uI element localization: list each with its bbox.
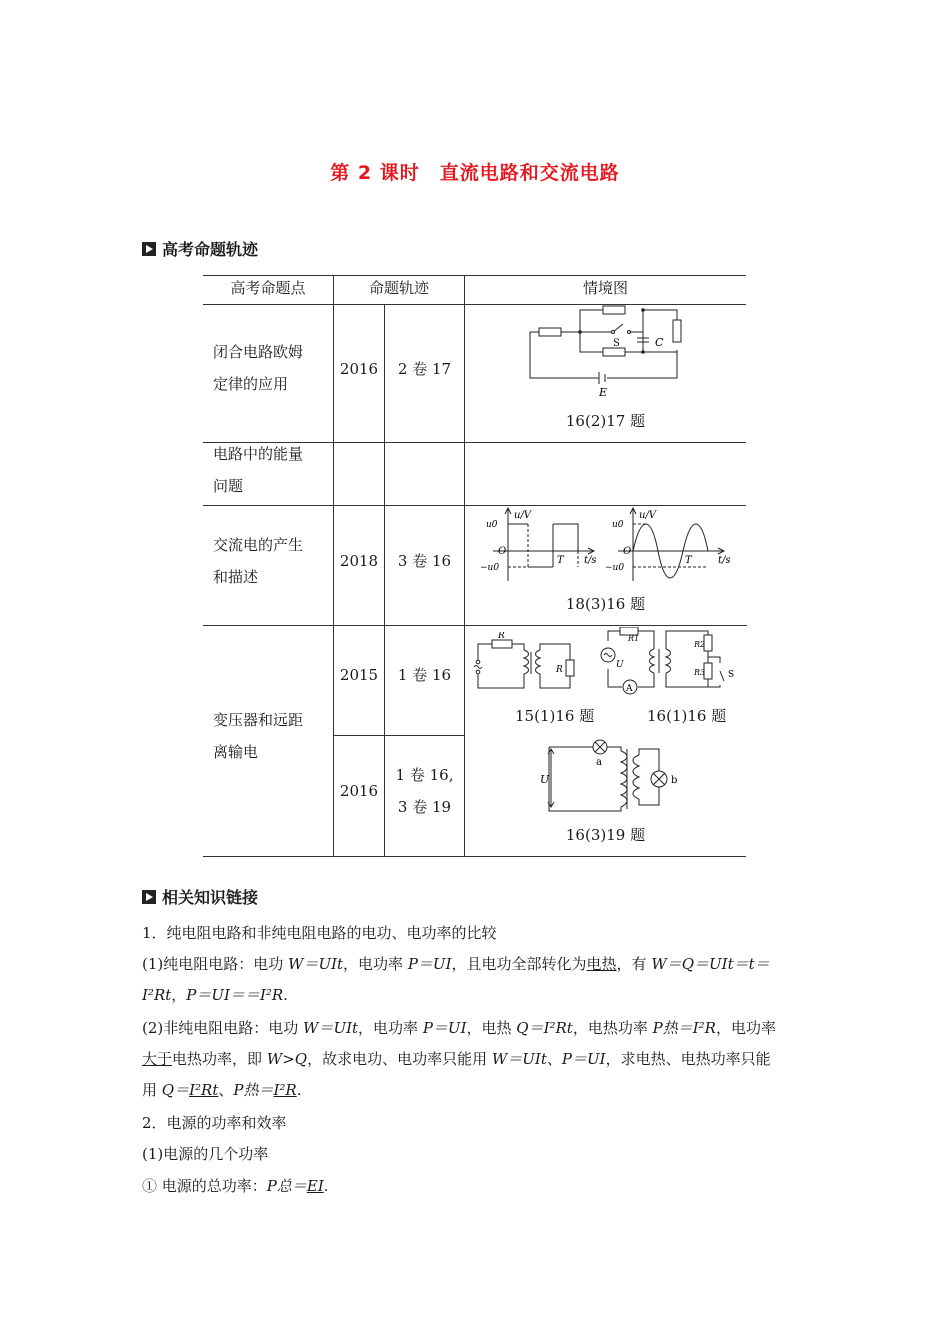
table-rule (203, 856, 746, 857)
paragraph-6 (142, 1076, 810, 1105)
row4b-paper-line2: 3 卷 19 (397, 798, 452, 816)
label-neg-u0: −u0 (605, 563, 625, 573)
text: 用 (142, 1081, 162, 1099)
row3-year: 2018 (339, 552, 379, 570)
paragraph-2 (142, 950, 810, 979)
label-axis-t: t/s (584, 555, 597, 566)
label-capacitor: C (655, 336, 664, 349)
ac-waveform-diagrams (478, 505, 748, 583)
formula: P＝UI (407, 955, 452, 973)
row4-caption-a: 15(1)16 题 (515, 707, 595, 725)
text: 、 (546, 1050, 562, 1068)
label-origin: O (498, 546, 507, 557)
row1-topic-line2: 定律的应用 (213, 375, 289, 393)
text: (2)非纯电阻电路：电功 (142, 1019, 304, 1037)
label-emf: E (599, 386, 608, 399)
row2-topic-line1: 电路中的能量 (213, 445, 304, 463)
label-period: T (557, 555, 564, 566)
formula: P＝UI＝＝I²R. (186, 986, 288, 1004)
text: (1)纯电阻电路：电功 (142, 955, 289, 973)
label-ammeter: A (626, 684, 633, 694)
label-period: T (685, 555, 692, 566)
circuit-diagram-ohm (525, 300, 695, 400)
section-heading-label: 高考命题轨迹 (162, 240, 259, 259)
formula: P热＝ (233, 1081, 274, 1099)
paragraph-5 (142, 1045, 810, 1074)
label-switch: S (728, 670, 735, 680)
label-axis-t: t/s (718, 555, 731, 566)
junction-dot (578, 330, 582, 334)
paragraph-3 (142, 981, 810, 1010)
text: ，电热功率 (572, 1019, 653, 1037)
terminal-dot (476, 670, 480, 674)
formula: Q＝I²Rt (516, 1019, 573, 1037)
text: ① 电源的总功率： (142, 1177, 267, 1195)
formula: W>Q (266, 1050, 308, 1068)
junction-dot (641, 350, 645, 354)
text: ，电功率 (343, 955, 408, 973)
section-heading-knowledge (142, 885, 258, 908)
row3-caption: 18(3)16 题 (565, 595, 646, 613)
paragraph-7 (142, 1109, 810, 1138)
label-r1: R1 (628, 634, 640, 643)
formula: I²Rt (142, 986, 172, 1004)
paragraph-9 (142, 1172, 810, 1201)
underlined-formula: EI (306, 1177, 324, 1195)
underlined-formula: I²R (273, 1081, 297, 1099)
text: (1)电源的几个功率 (142, 1145, 269, 1163)
switch-contact (628, 331, 631, 334)
paragraph-4 (142, 1014, 810, 1043)
formula: P＝UI (561, 1050, 606, 1068)
label-r3: R3 (694, 668, 706, 677)
transformer-diagram-15-1-16 (470, 632, 582, 692)
row4-topic-line2: 离输电 (213, 743, 259, 761)
formula: W＝UIt (288, 955, 344, 973)
formula: Q＝ (161, 1081, 190, 1099)
section-heading-label: 相关知识链接 (162, 888, 259, 907)
transformer-diagram-16-3-19 (535, 735, 685, 815)
formula: W＝Q＝UIt＝t＝ (651, 955, 770, 973)
row3-topic-line2: 和描述 (213, 568, 259, 586)
underlined-term: 电热 (586, 955, 617, 973)
label-r: R (556, 665, 563, 675)
label-switch: S (613, 338, 620, 349)
text: ，求电热、电热功率只能 (605, 1050, 771, 1068)
table-rule (464, 275, 465, 857)
table-rule (203, 625, 746, 626)
row4b-paper-line1: 1 卷 16, (395, 766, 454, 784)
text: 电热功率，即 (172, 1050, 267, 1068)
header-figure: 情境图 (582, 279, 628, 297)
underlined-formula: I²Rt (189, 1081, 219, 1099)
text: 1．纯电阻电路和非纯电阻电路的电功、电功率的比较 (142, 924, 497, 942)
label-lamp-a: a (596, 757, 602, 768)
play-triangle-icon (142, 242, 156, 256)
formula: P总＝ (266, 1177, 307, 1195)
text: 、 (218, 1081, 234, 1099)
formula: W＝UIt (491, 1050, 547, 1068)
text: ，电功率 (358, 1019, 423, 1037)
page-title: 第 2 课时 直流电路和交流电路 (330, 162, 620, 184)
text: ，电热 (466, 1019, 517, 1037)
row4a-paper: 1 卷 16 (397, 666, 452, 684)
terminal-dot (476, 660, 480, 664)
header-topic: 高考命题点 (230, 279, 306, 297)
label-axis-u: u/V (639, 510, 657, 521)
row3-paper: 3 卷 16 (397, 552, 452, 570)
row1-caption: 16(2)17 题 (565, 412, 646, 430)
row1-year: 2016 (339, 360, 379, 378)
section-heading-exam-track (142, 237, 258, 260)
row4a-year: 2015 (339, 666, 379, 684)
label-lamp-b: b (671, 775, 678, 786)
underlined-term: 大于 (142, 1050, 173, 1068)
text: ，且电功全部转化为 (451, 955, 587, 973)
table-rule (334, 735, 464, 736)
junction-dot (641, 308, 645, 312)
label-u0: u0 (612, 520, 624, 530)
row3-topic-line1: 交流电的产生 (213, 536, 304, 554)
header-track: 命题轨迹 (368, 279, 429, 297)
table-rule (740, 625, 747, 626)
play-triangle-icon (142, 890, 156, 904)
formula: P＝UI (422, 1019, 467, 1037)
label-r: R (498, 632, 505, 641)
formula: W＝UIt (303, 1019, 359, 1037)
text: ， (171, 986, 187, 1004)
paragraph-8 (142, 1140, 810, 1169)
label-origin: O (623, 546, 632, 557)
row4-topic-line1: 变压器和远距 (213, 711, 304, 729)
label-r2: R2 (694, 640, 706, 649)
row1-paper: 2 卷 17 (397, 360, 452, 378)
formula: P热＝I²R (652, 1019, 716, 1037)
text: . (296, 1081, 302, 1099)
row4b-caption: 16(3)19 题 (565, 826, 646, 844)
label-u: U (616, 660, 624, 670)
row4b-year: 2016 (339, 782, 379, 800)
text: ，有 (616, 955, 652, 973)
label-axis-u: u/V (514, 510, 532, 521)
switch-contact (612, 331, 615, 334)
transformer-diagram-16-1-16 (600, 627, 745, 697)
text: ，电功率 (715, 1019, 776, 1037)
row2-topic-line2: 问题 (213, 477, 244, 495)
label-u0: u0 (486, 520, 498, 530)
text: . (323, 1177, 329, 1195)
row4-caption-b: 16(1)16 题 (647, 707, 727, 725)
paragraph-1 (142, 919, 810, 948)
text: 2．电源的功率和效率 (142, 1114, 287, 1132)
label-u: U (540, 773, 550, 786)
label-neg-u0: −u0 (480, 563, 500, 573)
row1-topic-line1: 闭合电路欧姆 (213, 343, 304, 361)
text: ，故求电功、电功率只能用 (307, 1050, 492, 1068)
